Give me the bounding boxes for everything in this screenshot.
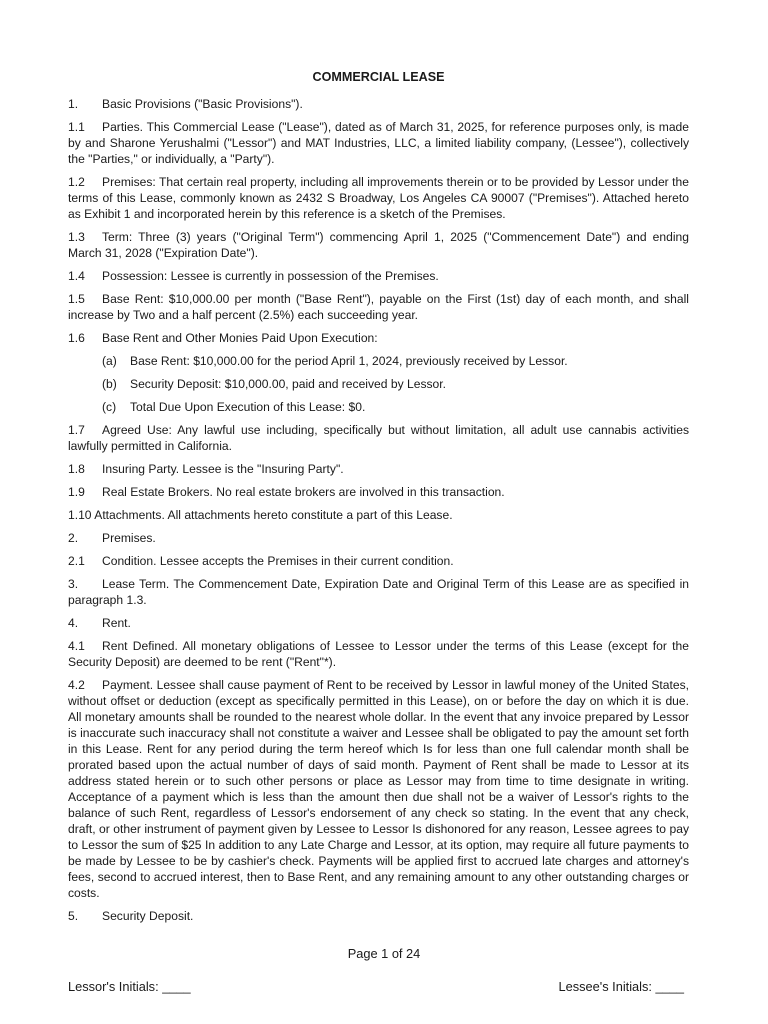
- paragraph-number: 4.2: [68, 678, 85, 692]
- paragraph-number: 1.1: [68, 120, 85, 134]
- paragraph-number: 3.: [68, 577, 79, 591]
- section-4-1: [68, 638, 689, 670]
- sub-item-b: [102, 376, 689, 392]
- sub-item-number: (a): [102, 354, 117, 368]
- paragraph-number: 1.9: [68, 485, 85, 499]
- paragraph-number: 1.2: [68, 175, 85, 189]
- paragraph-text: Attachments. All attachments hereto constitute a part of this Lease.: [94, 508, 453, 522]
- paragraph-number: 4.1: [68, 639, 85, 653]
- paragraph-number: 1.10: [68, 508, 92, 522]
- section-5: [68, 908, 689, 924]
- sub-item-a: [102, 353, 689, 369]
- paragraph-text: Base Rent and Other Monies Paid Upon Execution:: [102, 331, 378, 345]
- document-title: COMMERCIAL LEASE: [312, 70, 445, 84]
- paragraph-number: 2.1: [68, 554, 85, 568]
- section-4-2: [68, 677, 689, 901]
- section-1-7: [68, 422, 689, 454]
- section-3: [68, 576, 689, 608]
- section-1-6: [68, 330, 689, 346]
- paragraph-text: Parties. This Commercial Lease ("Lease"), dated as of March 31, 2025, for reference purposes only, is made by and Sharone Yerushalmi ("Lessor") and MAT Industries, LLC, a limited liability company, (Lessee"), collectively the "Parties," or individually, a "Party").: [68, 120, 689, 166]
- paragraph-text: Premises: That certain real property, including all improvements therein or to be provided by Lessor under the terms of this Lease, commonly known as 2432 S Broadway, Los Angeles CA 90007 ("Premises"). Attached hereto as Exhibit 1 and incorporated herein by this reference is a sketch of the Premises.: [68, 175, 689, 221]
- paragraph-number: 5.: [68, 909, 79, 923]
- section-4: [68, 615, 689, 631]
- paragraph-number: 1.4: [68, 269, 85, 283]
- paragraph-number: 1.: [68, 97, 79, 111]
- paragraph-number: 1.3: [68, 230, 85, 244]
- paragraph-text: Security Deposit.: [102, 909, 194, 923]
- paragraph-text: Insuring Party. Lessee is the "Insuring Party".: [102, 462, 344, 476]
- section-1: [68, 96, 689, 112]
- section-1-2: [68, 174, 689, 222]
- paragraph-text: Rent Defined. All monetary obligations of Lessee to Lessor under the terms of this Lease (except for the Security Deposit) are deemed to be rent ("Rent"*).: [68, 639, 689, 669]
- paragraph-number: 2.: [68, 531, 79, 545]
- paragraph-text: Rent.: [102, 616, 131, 630]
- paragraph-number: 1.8: [68, 462, 85, 476]
- paragraph-text: Lease Term. The Commencement Date, Expiration Date and Original Term of this Lease are as specified in paragraph 1.3.: [68, 577, 689, 607]
- section-1-1: [68, 119, 689, 167]
- section-1-3: [68, 229, 689, 261]
- page-number: Page 1 of 24: [347, 946, 421, 961]
- section-2-1: [68, 553, 689, 569]
- sub-item-c: [102, 399, 689, 415]
- paragraph-number: 1.5: [68, 292, 85, 306]
- section-1-5: [68, 291, 689, 323]
- sub-item-text: Total Due Upon Execution of this Lease: $0.: [130, 400, 366, 414]
- paragraph-text: Possession: Lessee is currently in possession of the Premises.: [102, 269, 439, 283]
- section-1-8: [68, 461, 689, 477]
- lessee-initials: Lessee's Initials: ____: [558, 979, 684, 994]
- paragraph-number: 4.: [68, 616, 79, 630]
- paragraph-number: 1.7: [68, 423, 85, 437]
- sub-item-number: (b): [102, 377, 117, 391]
- sub-item-text: Security Deposit: $10,000.00, paid and received by Lessor.: [130, 377, 446, 391]
- sub-item-number: (c): [102, 400, 117, 414]
- paragraph-text: Base Rent: $10,000.00 per month ("Base Rent"), payable on the First (1st) day of each month, and shall increase by Two and a half percent (2.5%) each succeeding year.: [68, 292, 689, 322]
- sub-item-text: Base Rent: $10,000.00 for the period April 1, 2024, previously received by Lessor.: [130, 354, 568, 368]
- paragraph-text: Basic Provisions ("Basic Provisions").: [102, 97, 303, 111]
- document-body: [68, 69, 689, 931]
- paragraph-text: Premises.: [102, 531, 156, 545]
- paragraph-text: Agreed Use: Any lawful use including, specifically but without limitation, all adult use cannabis activities lawfully permitted in California.: [68, 423, 689, 453]
- paragraph-text: Condition. Lessee accepts the Premises in their current condition.: [102, 554, 454, 568]
- section-1-4: [68, 268, 689, 284]
- section-1-9: [68, 484, 689, 500]
- section-2: [68, 530, 689, 546]
- paragraph-number: 1.6: [68, 331, 85, 345]
- paragraph-text: Payment. Lessee shall cause payment of Rent to be received by Lessor in lawful money of the United States, without offset or deduction (except as specifically permitted in this Lease), on or before the day on which it is due. All monetary amounts shall be rounded to the nearest whole dollar. In the event that any invoice prepared by Lessor is inaccurate such inaccuracy shall not constitute a waiver and Lessee shall be obligated to pay the amount set forth in this Lease. Rent for any period during the term hereof which Is for less than one full calendar month shall be prorated based upon the actual number of days of said month. Payment of Rent shall be made to Lessor at its address stated herein or to such other persons or place as Lessor may from time to time designate in writing. Acceptance of a payment which is less than the amount then due shall not be a waiver of Lessor's rights to the balance of such Rent, regardless of Lessor's endorsement of any check so stating. In the event that any check, draft, or other instrument of payment given by Lessee to Lessor Is dishonored for any reason, Lessee agrees to pay to Lessor the sum of $25 In addition to any Late Charge and Lessor, at its option, may require all future payments to be made by Lessee to be by cashier's check. Payments will be applied first to accrued late charges and attorney's fees, second to accrued interest, then to Base Rent, and any remaining amount to any other outstanding charges or costs.: [68, 678, 689, 900]
- lessor-initials: Lessor's Initials: ____: [68, 979, 191, 994]
- paragraph-text: Real Estate Brokers. No real estate brokers are involved in this transaction.: [102, 485, 505, 499]
- paragraph-text: Term: Three (3) years ("Original Term") commencing April 1, 2025 ("Commencement Date") and ending March 31, 2028 ("Expiration Date").: [68, 230, 689, 260]
- section-1-10: [68, 507, 689, 523]
